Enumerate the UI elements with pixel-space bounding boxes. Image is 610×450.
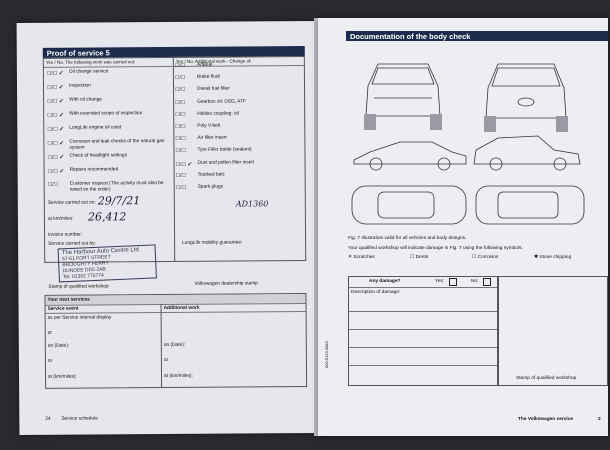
symbols-legend [348,255,610,263]
yes-no-checkbox[interactable]: ☐/☐ [175,99,186,106]
carried-out-by-label: Service carried out by: [48,241,96,247]
col1-header: Yes / No. The following work was carried out: [45,59,136,65]
next-row-right: on (Date): [163,342,186,349]
stone-chipping-symbol: ✱ Stone chipping [534,255,572,260]
yes-no-checkbox[interactable]: ☐/☐ ✓ [46,70,64,77]
next-row: or [47,330,53,336]
next-row: at (km/miles): [48,374,77,380]
left-footer-text: Service schedule [61,416,98,422]
checklist-item-label: With oil change [69,97,102,103]
dents-symbol: ☐ Dents [410,255,429,260]
description-label: Description of damage: [351,290,401,295]
next-row-right: or [163,358,169,364]
no-label: No: [471,279,479,284]
checklist-item-label: AdBlue [196,62,213,68]
right-stamp-box [498,276,608,386]
yes-no-checkbox[interactable]: ☐/☐ ✓ [47,126,65,133]
yes-no-checkbox[interactable]: ☐/☐ [175,136,186,143]
service-date-label: Service carried out on: [47,200,96,206]
col2-header: Yes / No. Additional work - Change of: [175,58,252,64]
yes-no-checkbox[interactable]: ☐/☐ [47,181,59,188]
checklist-item-label: LongLife engine oil used [69,125,122,131]
checklist-item-label: Customer request (The activity must also be noted on the order) [69,181,164,193]
car-side-hatch-icon [474,136,580,170]
yes-no-checkbox[interactable]: ☐/☐ [175,148,186,155]
checklist-item-label: Haldex coupling: oil [197,111,239,117]
yes-no-checkbox[interactable]: ☐/☐ [175,111,186,118]
checklist-item-label: Air filter insert [197,135,227,141]
yes-no-checkbox[interactable]: ☐/☐ ✓ [47,140,65,147]
yes-no-checkbox[interactable]: ☐/☐ [174,62,186,69]
yes-no-checkbox[interactable]: ☐/☐ [175,184,187,191]
yes-label: Yes: [435,279,445,284]
checklist-item-label: Brake fluid [196,74,220,80]
invoice-label: Invoice number: [48,232,83,238]
car-front-view-icon [484,64,568,132]
yes-no-checkbox[interactable]: ☐/☐ [174,75,186,82]
yes-no-checkbox[interactable]: ☐/☐ ✓ [47,98,64,105]
checklist-item-label: Gearbox oil: DSG, ATF [197,99,246,105]
yes-no-checkbox[interactable]: ☐/☐ [175,123,186,130]
next-services-title: Your next services [47,297,90,303]
yes-no-checkbox[interactable]: ☐/☐ ✓ [46,84,64,91]
symbols-intro: Your qualified workshop will indicate damage in Fig. 7 using the following symbols: [348,246,523,251]
checklist-item-label: Inspection [68,83,91,89]
next-row: or [47,358,53,364]
yes-no-checkbox[interactable]: ☐/☐ [175,172,187,179]
right-stamp-caption: Stamp of qualified workshop [516,376,577,381]
next-row-right: at (km/miles): [164,373,193,380]
yes-no-checkbox[interactable]: ☐/☐ ✓ [47,112,65,119]
workshop-stamp: The Harbour Auto Centre Ltd 57-61 FORT STREET BROUGHTY FERRY DUNDEE DD5 2AB Tel: 01382 776774 [58,244,157,282]
checklist-item-label: Corrosion and leak checks of the natural gas system [69,139,165,151]
mobility-label: LongLife mobility guarantee: [182,240,243,246]
at-km-label: at km/miles: [47,216,74,222]
next-col2: Additional work [163,305,200,312]
next-row: as per Service interval display [47,315,112,321]
car-diagram [348,46,604,232]
right-footer-text: The Volkswagen service [518,417,574,422]
yes-checkbox[interactable] [449,278,457,286]
scratches-symbol: ✕ Scratches [348,255,375,260]
right-page [318,18,608,436]
checklist-item-label: Repairs recommended [69,167,119,173]
right-footer-page: 2 [598,417,601,422]
checklist-item-label: Check of headlight settings [69,153,128,159]
yes-no-checkbox[interactable]: ☐/☐ ✓ [175,161,193,168]
damage-question: Any damage? [369,279,401,284]
next-row: on (Date): [47,343,70,349]
checklist-item-label: Poly V-belt [197,123,221,129]
checklist-item-label: Dust and pollen filter insert [197,159,255,166]
checklist-item-label: Oil change service [68,69,109,75]
stamp-caption: Stamp of qualified workshop [48,284,109,290]
damage-table [348,276,498,386]
checklist-item-label: Diesel fuel filter [197,86,230,93]
left-footer-page: 24 [45,416,51,422]
proof-of-service-title: Proof of service 5 [43,46,305,58]
checklist-item-label: Toothed belt: [197,172,226,178]
checklist-item-label: With extended scope of inspection [69,111,143,117]
no-checkbox[interactable] [483,278,491,286]
car-top-view-icon [352,186,584,224]
checklist-item-label: Tyre Filler bottle (sealant) [197,147,252,154]
yes-no-checkbox[interactable]: ☐/☐ ✓ [47,154,65,161]
next-col1: Service event [47,306,79,312]
at-km-value: 26,412 [87,210,127,224]
corrosion-symbol: ☐ Corrosion [472,255,499,260]
toothed-belt-value: AD1360 [235,199,269,209]
next-services-table [44,293,307,389]
side-code: 000.5123.0082. [324,340,329,368]
dealer-stamp-caption: Volkswagen dealership stamp [194,281,258,287]
fig-caption: Fig. 7 Illustration valid for all vehicles and body designs. [348,236,467,241]
body-check-title: Documentation of the body check [346,31,608,41]
checklist-item-label: Spark plugs [197,184,224,190]
yes-no-checkbox[interactable]: ☐/☐ ✓ [47,168,65,175]
left-page [17,21,320,435]
car-side-sedan-icon [354,142,466,170]
yes-no-checkbox[interactable]: ☐/☐ [175,87,186,94]
car-rear-view-icon [364,64,442,130]
service-date-value: 29/7/21 [97,194,141,208]
